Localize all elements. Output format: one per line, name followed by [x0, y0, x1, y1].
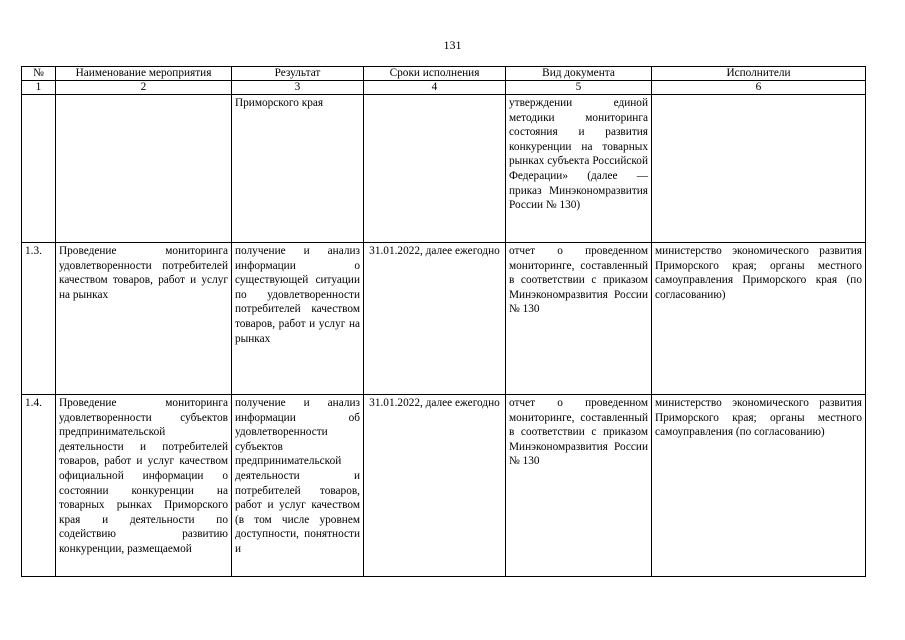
table-row	[22, 243, 866, 395]
executors: министерство экономического развития Приморского края; органы местного самоуправления Приморского края (по согласованию)	[652, 243, 866, 395]
document-type: отчет о проведенном мониторинге, составленный в соответствии с приказом Минэкономразвития России № 130	[506, 395, 652, 577]
executors: министерство экономического развития Приморского края; органы местного самоуправления (по согласованию)	[652, 395, 866, 577]
table-row	[22, 95, 866, 243]
event-name: Проведение мониторинга удовлетворенности потребителей качеством товаров, работ и услуг на рынках	[56, 243, 232, 395]
document-type: отчет о проведенном мониторинге, составленный в соответствии с приказом Минэкономразвития России № 130	[506, 243, 652, 395]
column-header-executors: Исполнители	[652, 67, 866, 81]
table-header-row	[22, 67, 866, 81]
document-type: утверждении единой методики мониторинга состояния и развития конкуренции на товарных рынках субъекта Российской Федерации» (далее — приказ Минэкономразвития России № 130)	[506, 95, 652, 243]
event-deadline	[364, 95, 506, 243]
event-result: получение и анализ информации о существующей ситуации по удовлетворенности потребителей качеством товаров, работ и услуг на рынках	[232, 243, 364, 395]
event-name	[56, 95, 232, 243]
executors	[652, 95, 866, 243]
event-deadline: 31.01.2022, далее ежегодно	[364, 395, 506, 577]
column-number: 6	[652, 81, 866, 95]
event-result: получение и анализ информации об удовлетворенности субъектов предпринимательской деятельности и потребителей товаров, работ и услуг качеством (в том числе уровнем доступности, понятности и	[232, 395, 364, 577]
column-header-event-name: Наименование мероприятия	[56, 67, 232, 81]
column-header-number: №	[22, 67, 56, 81]
event-name: Проведение мониторинга удовлетворенности субъектов предпринимательской деятельности и потребителей товаров, работ и услуг качеством официальной информации о состоянии конкуренции на товарных рынках Приморского края и деятельности по содействию развитию конкуренции, размещаемой	[56, 395, 232, 577]
page-number: 131	[443, 38, 462, 52]
event-deadline: 31.01.2022, далее ежегодно	[364, 243, 506, 395]
row-number: 1.4.	[22, 395, 56, 577]
column-number: 3	[232, 81, 364, 95]
event-result: Приморского края	[232, 95, 364, 243]
row-number	[22, 95, 56, 243]
table-column-numbers-row	[22, 81, 866, 95]
row-number: 1.3.	[22, 243, 56, 395]
events-table	[21, 66, 866, 577]
table-row	[22, 395, 866, 577]
column-number: 4	[364, 81, 506, 95]
column-number: 5	[506, 81, 652, 95]
column-header-deadline: Сроки исполнения	[364, 67, 506, 81]
column-header-result: Результат	[232, 67, 364, 81]
column-number: 2	[56, 81, 232, 95]
column-number: 1	[22, 81, 56, 95]
column-header-document-type: Вид документа	[506, 67, 652, 81]
